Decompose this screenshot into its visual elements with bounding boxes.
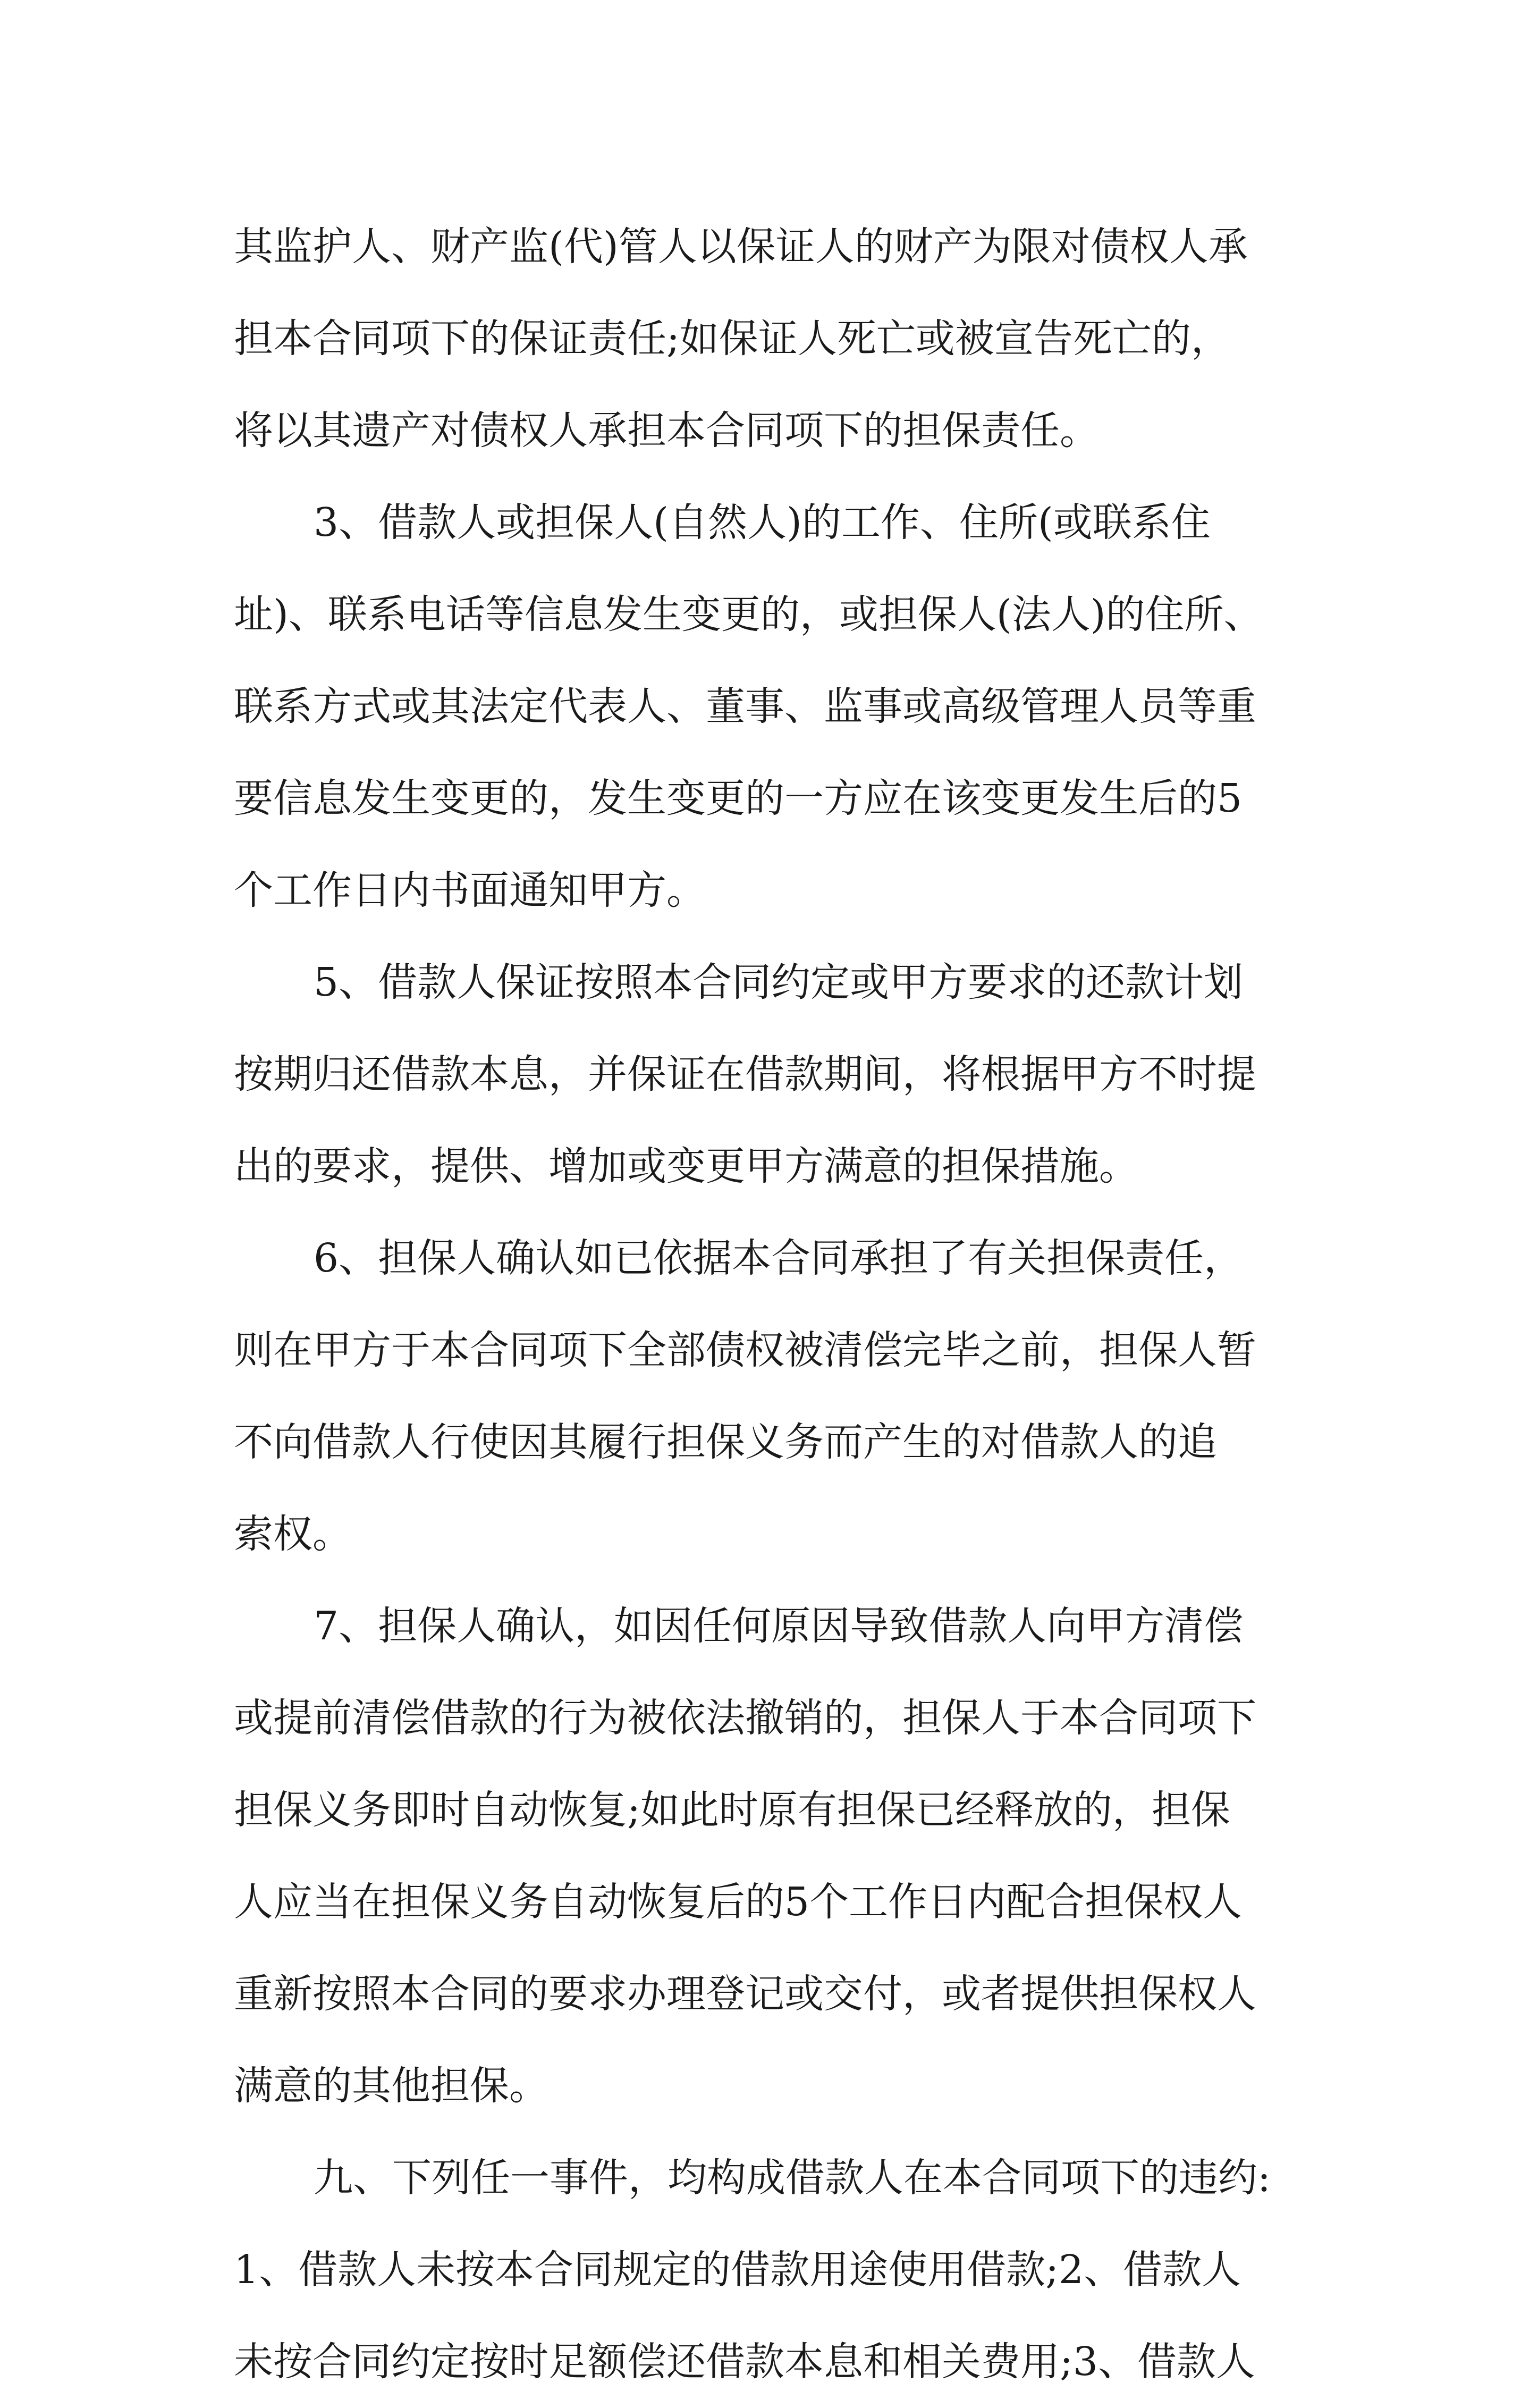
text-line-12: 6、担保人确认如已依据本合同承担了有关担保责任，: [314, 1235, 1244, 1281]
text-line-18: 担保义务即时自动恢复;如此时原有担保已经释放的，担保: [234, 1787, 1230, 1833]
text-line-24: 未按合同约定按时足额偿还借款本息和相关费用;3、借款人: [234, 2339, 1256, 2385]
text-line-13: 则在甲方于本合同项下全部债权被清偿完毕之前，担保人暂: [234, 1327, 1256, 1373]
text-line-4: 3、借款人或担保人(自然人)的工作、住所(或联系住: [314, 500, 1211, 545]
text-line-3: 将以其遗产对债权人承担本合同项下的担保责任。: [234, 408, 1099, 453]
text-line-2: 担本合同项下的保证责任;如保证人死亡或被宣告死亡的，: [234, 316, 1230, 361]
text-line-11: 出的要求，提供、增加或变更甲方满意的担保措施。: [234, 1143, 1138, 1189]
text-line-20: 重新按照本合同的要求办理登记或交付，或者提供担保权人: [234, 1971, 1256, 2017]
text-line-8: 个工作日内书面通知甲方。: [234, 868, 706, 913]
text-line-10: 按期归还借款本息，并保证在借款期间，将根据甲方不时提: [234, 1051, 1256, 1097]
text-line-19: 人应当在担保义务自动恢复后的5个工作日内配合担保权人: [234, 1879, 1243, 1925]
text-line-17: 或提前清偿借款的行为被依法撤销的，担保人于本合同项下: [234, 1695, 1256, 1741]
text-line-6: 联系方式或其法定代表人、董事、监事或高级管理人员等重: [234, 684, 1256, 729]
text-line-1: 其监护人、财产监(代)管人以保证人的财产为限对债权人承: [234, 224, 1248, 270]
text-line-7: 要信息发生变更的，发生变更的一方应在该变更发生后的5: [234, 776, 1243, 821]
text-line-22: 九、下列任一事件，均构成借款人在本合同项下的违约:: [314, 2155, 1271, 2201]
text-line-5: 址)、联系电话等信息发生变更的，或担保人(法人)的住所、: [234, 592, 1263, 637]
text-line-16: 7、担保人确认，如因任何原因导致借款人向甲方清偿: [314, 1603, 1244, 1649]
text-line-23: 1、借款人未按本合同规定的借款用途使用借款;2、借款人: [234, 2247, 1241, 2293]
text-line-9: 5、借款人保证按照本合同约定或甲方要求的还款计划: [314, 959, 1244, 1005]
text-line-15: 索权。: [234, 1511, 352, 1557]
text-line-21: 满意的其他担保。: [234, 2063, 548, 2109]
document-page: [234, 201, 1318, 2408]
text-line-14: 不向借款人行使因其履行担保义务而产生的对借款人的追: [234, 1419, 1217, 1465]
